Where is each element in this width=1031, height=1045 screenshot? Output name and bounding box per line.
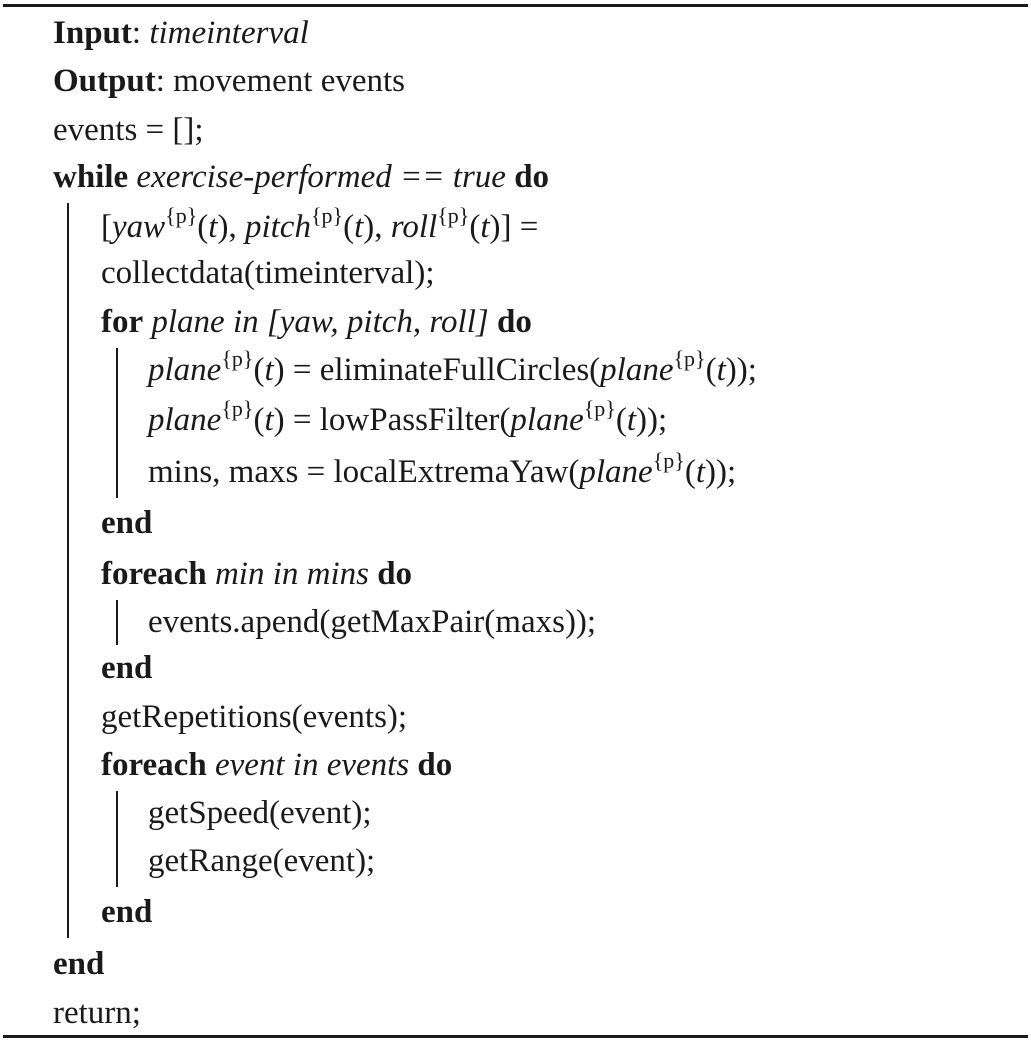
return-line: return; [53, 995, 141, 1031]
end-while-line: end [53, 946, 105, 982]
lowpass-line: plane$^{\{p\}}$(t) = lowPassFilter(plane$^{\{p\}}$(t)); [148, 396, 668, 438]
end-foreach-min-line: end [101, 650, 153, 686]
input-label: Input [53, 15, 132, 51]
foreach-min-line: foreach min in mins do [101, 556, 413, 592]
output-value: movement events [173, 63, 405, 99]
speed-line: getSpeed(event); [148, 795, 372, 831]
foreach-event-body-bar [116, 791, 118, 887]
while-body-bar [67, 203, 69, 938]
extrema-line: mins, maxs = localExtremaYaw(plane$^{\{p\}}$(t)); [148, 448, 737, 490]
for-keyword: for [101, 304, 144, 340]
output-line: Output: movement events [53, 63, 405, 99]
for-body-bar [116, 348, 118, 498]
repetitions-line: getRepetitions(events); [101, 699, 408, 735]
while-line [53, 153, 549, 201]
foreach-min-condition: min in mins [214, 556, 369, 592]
while-condition: exercise-performed == true [136, 159, 506, 195]
collect-assign-line: [yaw$^{\{p\}}$(t), pitch$^{\{p\}}$(t), roll$^{\{p\}}$(t)] = [101, 203, 539, 245]
end-foreach-event-line: end [101, 894, 153, 930]
apend-line: events.apend(getMaxPair(maxs)); [148, 604, 597, 640]
foreach-keyword: foreach [101, 556, 207, 592]
collectdata-line: collectdata(timeinterval); [101, 255, 435, 291]
output-label: Output [53, 63, 156, 99]
input-value: timeinterval [149, 15, 309, 51]
input-line: Input: timeinterval [53, 15, 309, 51]
for-line: for plane in [yaw, pitch, roll] do [101, 304, 532, 340]
bottom-rule [3, 1035, 1028, 1038]
end-for-line: end [101, 505, 153, 541]
init-line: events = []; [53, 112, 204, 148]
eliminate-line: plane$^{\{p\}}$(t) = eliminateFullCircles(plane$^{\{p\}}$(t)); [148, 346, 757, 388]
foreach-event-line: foreach event in events do [101, 747, 453, 783]
foreach-min-body-bar [116, 600, 118, 645]
range-line: getRange(event); [148, 843, 376, 879]
for-condition: plane in [yaw, pitch, roll] [151, 304, 489, 340]
foreach-event-condition: event in events [214, 747, 410, 783]
while-keyword: while [53, 159, 129, 195]
do-keyword: do [514, 159, 550, 195]
